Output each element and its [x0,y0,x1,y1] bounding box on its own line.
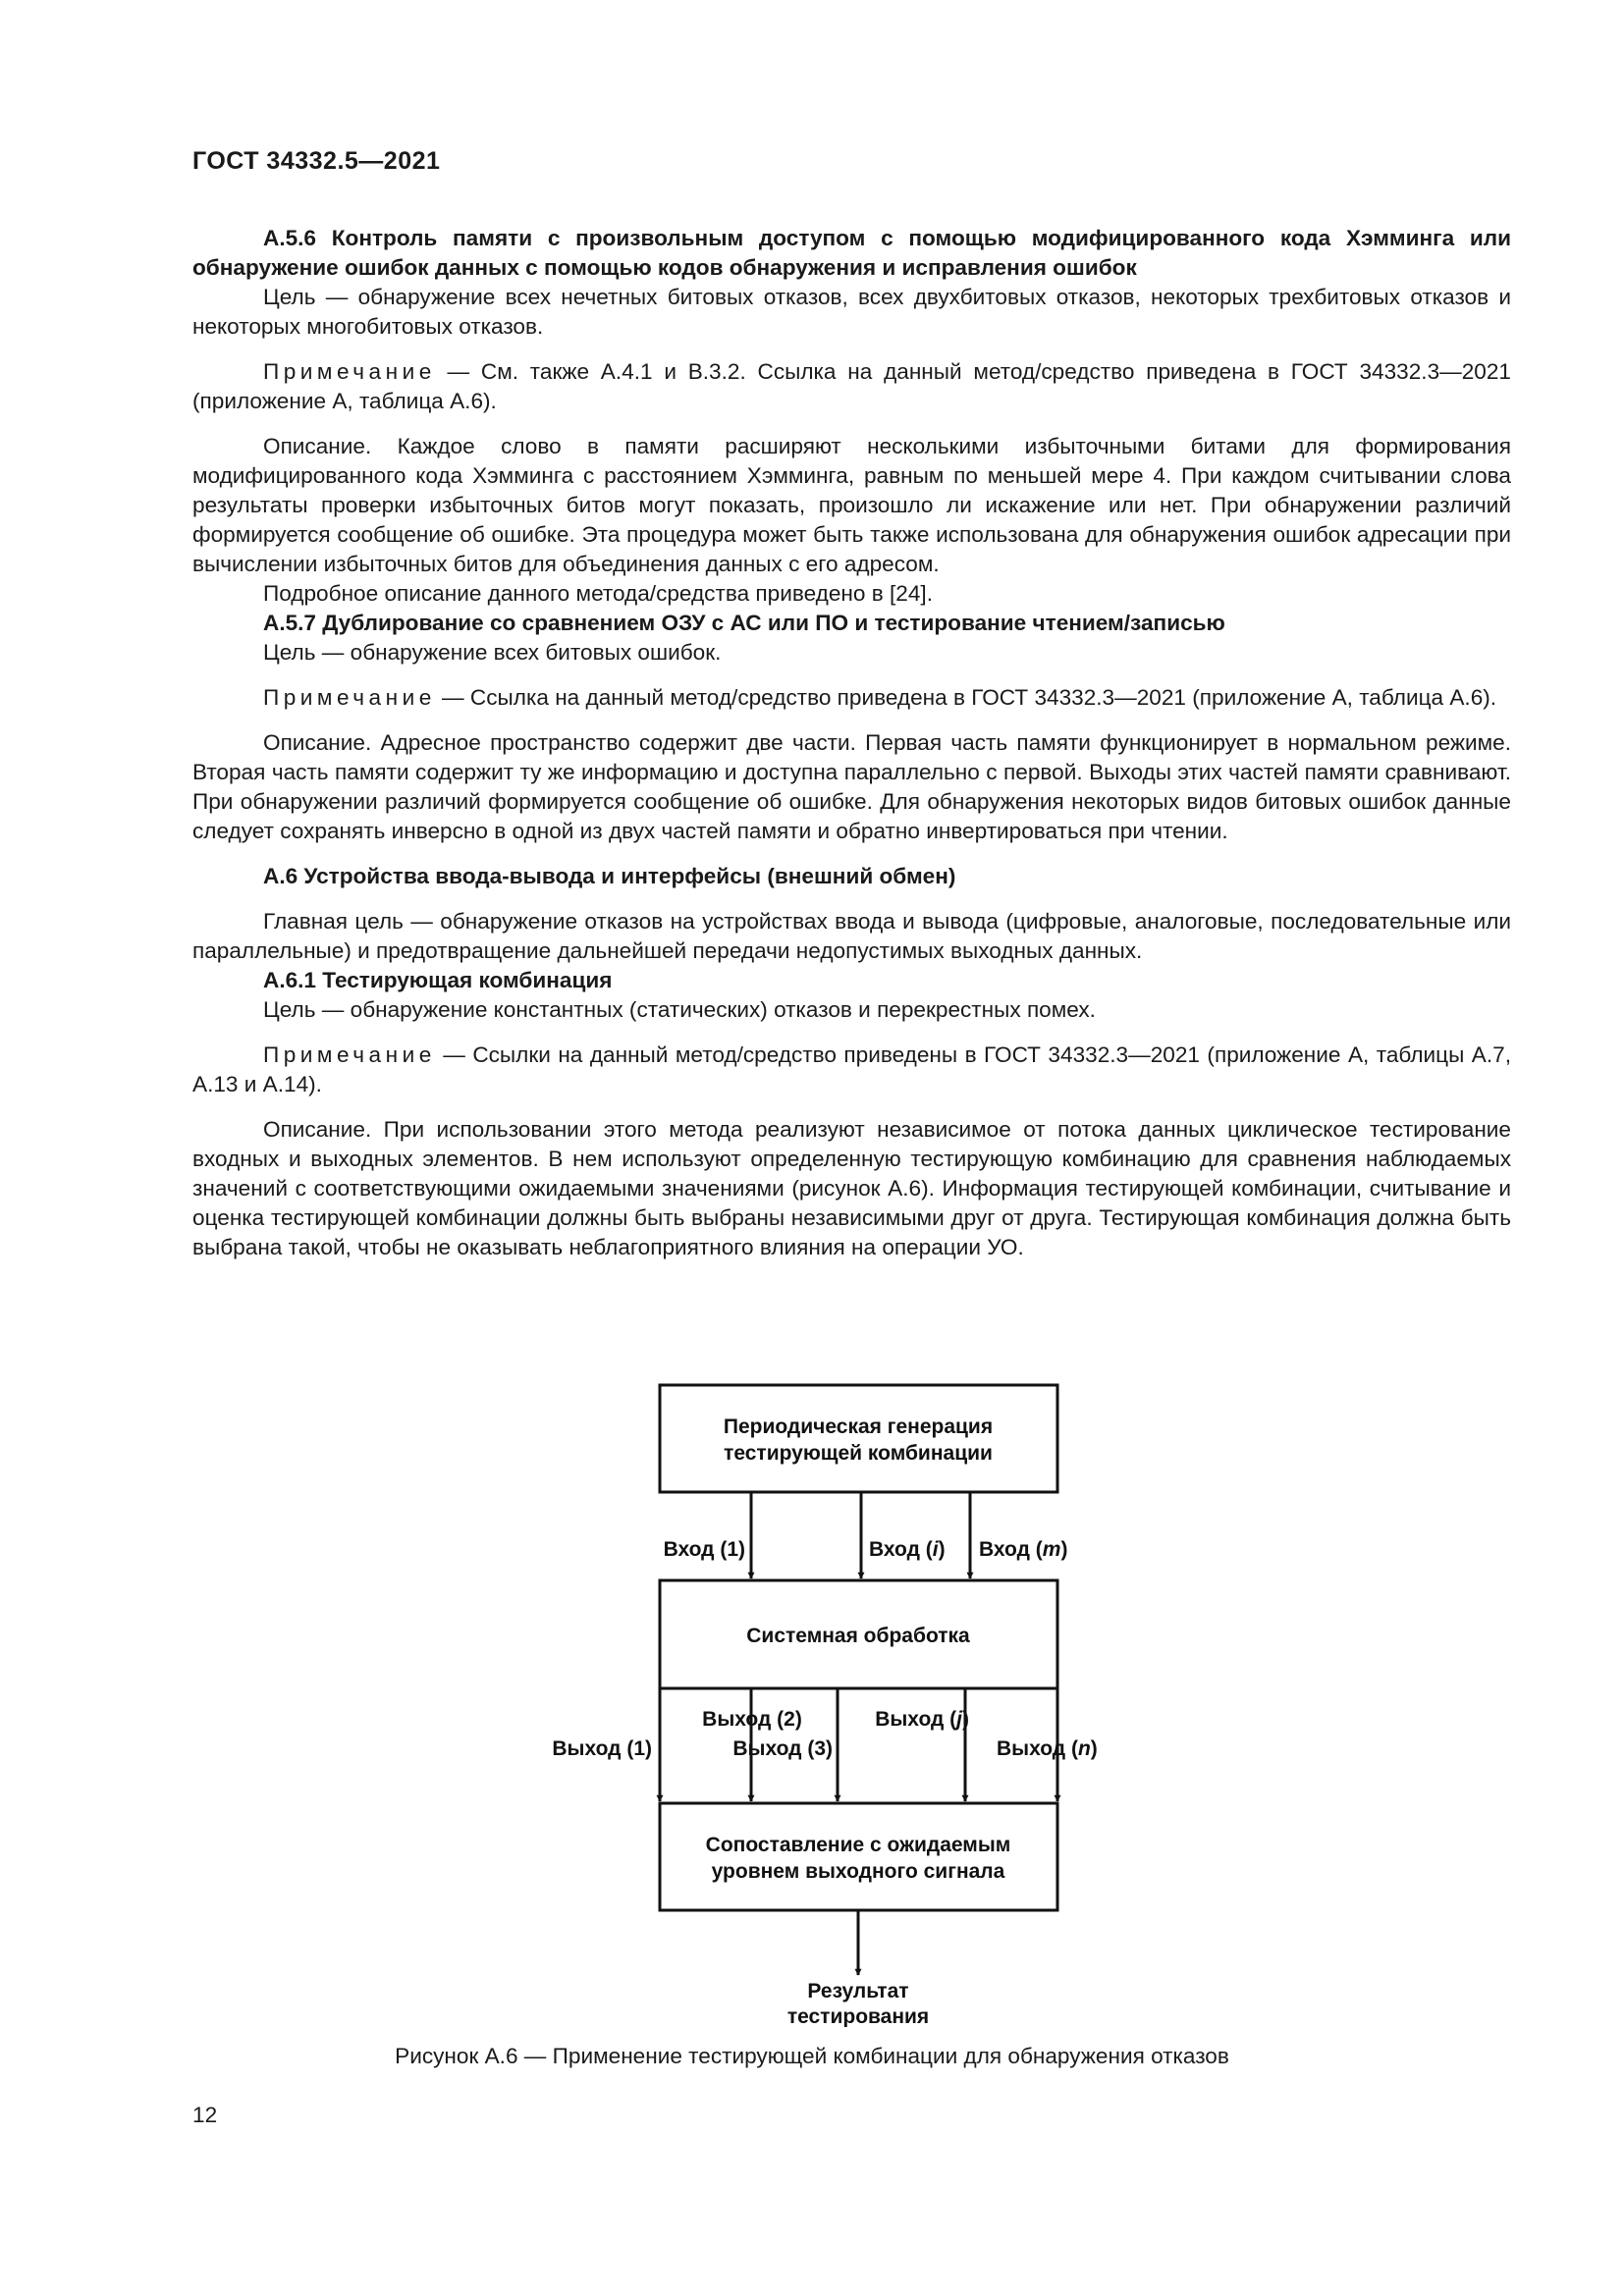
generation-box [660,1385,1057,1492]
output-j-label: Выход (j) [875,1708,969,1731]
note [192,357,1511,416]
section-heading: А.6 Устройства ввода-вывода и интерфейсы (внешний обмен) [263,864,956,888]
flow-diagram [530,1350,1119,2027]
paragraph: Описание. Каждое слово в памяти расширяют несколькими избыточными битами для формирования модифицированного кода Хэмминга с расстоянием Хэмминга, равным по меньшей мере 4. При каждом считывании слова результаты проверки избыточных битов могут показать, произошло ли искажение или нет. При обнаружении различий формируется сообщение об ошибке. Эта процедура может быть также использована для обнаружения ошибок адресации при вычислении избыточных битов для объединения данных с его адресом. [192,434,1511,576]
comparison-box-line1: Сопоставление с ожидаемым [705,1834,1011,1856]
paragraph: Цель — обнаружение всех битовых ошибок. [263,640,722,665]
paragraph: Главная цель — обнаружение отказов на устройствах ввода и вывода (цифровые, аналоговые, последовательные или параллельные) и предотвращение дальнейшей передачи недопустимых выходных данных. [192,909,1511,963]
section-heading: А.6.1 Тестирующая комбинация [263,968,613,992]
output-2-label: Выход (2) [702,1708,802,1731]
generation-box-line2: тестирующей комбинации [724,1442,993,1465]
generation-box-line1: Периодическая генерация [723,1415,994,1438]
output-1-label: Выход (1) [552,1737,652,1760]
paragraph: Цель — обнаружение всех нечетных битовых отказов, всех двухбитовых отказов, некоторых трехбитовых отказов и некоторых многобитовых отказов. [192,285,1511,339]
output-n-label: Выход (n) [997,1737,1098,1760]
input-m-label: Вход (m) [979,1538,1068,1561]
figure-a6-diagram [530,1350,1119,2027]
note-label: Примечание [263,359,436,384]
note [192,1041,1511,1099]
note-text: — См. также А.4.1 и В.3.2. Ссылка на данный метод/средство приведена в ГОСТ 34332.3—2021 (приложение А, таблица А.6). [192,359,1511,413]
section-heading: А.5.7 Дублирование со сравнением ОЗУ с АС или ПО и тестирование чтением/записью [263,611,1225,635]
input-1-label: Вход (1) [663,1538,745,1561]
paragraph: Описание. При использовании этого метода реализуют независимое от потока данных циклическое тестирование входных и выходных элементов. В нем используют определенную тестирующую комбинацию для сравнения наблюдаемых значений с соответствующими ожидаемыми значениями (рисунок А.6). Информация тестирующей комбинации, считывание и оценка тестирующей комбинации должны быть выбраны независимыми друг от друга. Тестирующая комбинация должна быть выбрана такой, чтобы не оказывать неблагоприятного влияния на операции УО. [192,1117,1511,1259]
note-text: — Ссылка на данный метод/средство приведена в ГОСТ 34332.3—2021 (приложение А, таблица А.6). [435,685,1497,710]
section-heading: А.5.6 Контроль памяти с произвольным доступом с помощью модифицированного кода Хэмминга или обнаружение ошибок данных с помощью кодов обнаружения и исправления ошибок [192,226,1511,280]
paragraph: Подробное описание данного метода/средства приведено в [24]. [263,581,933,606]
processing-box-label: Системная обработка [746,1625,970,1647]
paragraph: Цель — обнаружение константных (статических) отказов и перекрестных помех. [263,997,1096,1022]
paragraph: Описание. Адресное пространство содержит две части. Первая часть памяти функционирует в нормальном режиме. Вторая часть памяти содержит ту же информацию и доступна параллельно с первой. Выходы этих частей памяти сравнивают. При обнаружении различий формируется сообщение об ошибке. Для обнаружения некоторых видов битовых ошибок данные следует сохранять инверсно в одной из двух частей памяти и обратно инвертироваться при чтении. [192,730,1511,843]
page-number: 12 [192,2103,218,2127]
note-label: Примечание [263,1042,436,1067]
document-header: ГОСТ 34332.5—2021 [192,147,441,175]
result-line2: тестирования [786,2005,930,2027]
note-text: — Ссылки на данный метод/средство приведены в ГОСТ 34332.3—2021 (приложение А, таблицы А.7, А.13 и А.14). [192,1042,1511,1096]
document-body [192,224,1511,1262]
output-3-label: Выход (3) [732,1737,833,1760]
comparison-box [660,1803,1057,1910]
comparison-box-line2: уровнем выходного сигнала [711,1860,1005,1883]
result-line1: Результат [807,1980,909,2002]
figure-caption: Рисунок А.6 — Применение тестирующей комбинации для обнаружения отказов [395,2044,1229,2068]
input-i-label: Вход (i) [869,1538,946,1561]
note [192,683,1511,713]
note-label: Примечание [263,685,436,710]
